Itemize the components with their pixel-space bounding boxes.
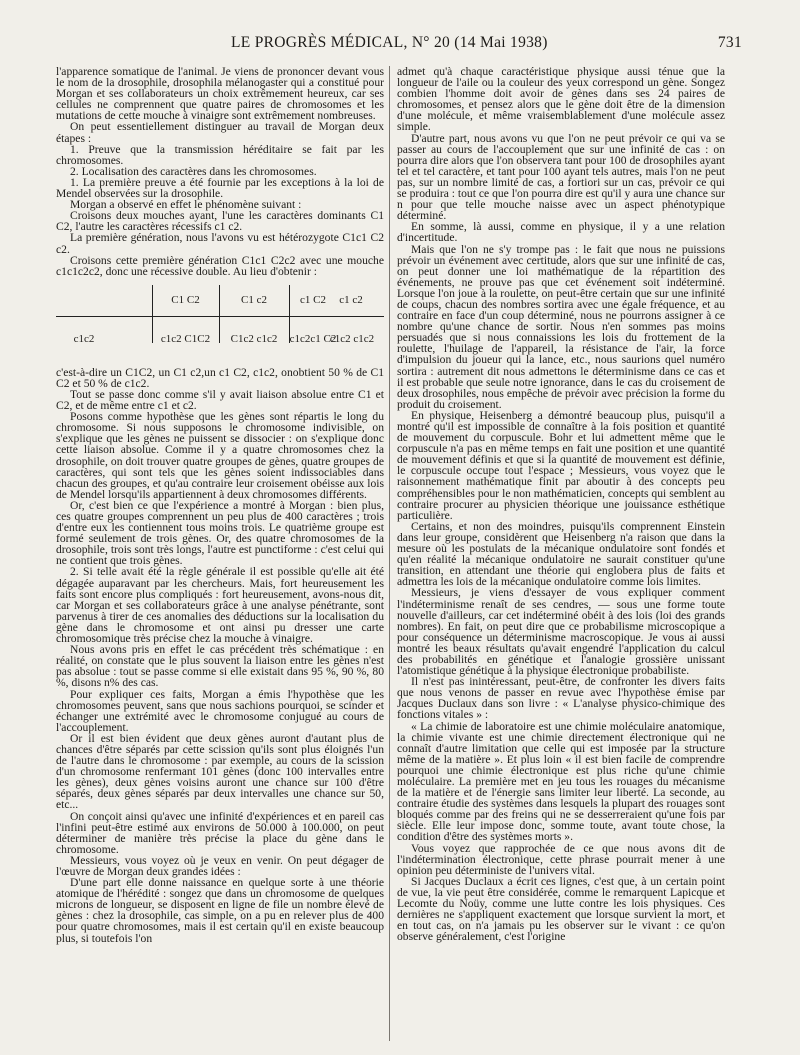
paragraph: Croisons cette première génération C1c1 C2c2 avec une mouche c1c1c2c2, donc une récessive double. Au lieu d'obtenir : [56, 253, 384, 278]
paragraph: Nous avons pris en effet le cas précédent très schématique : en réalité, on constate que le plus souvent la liaison entre les gènes n'est pas absolue : tout se passe comme si elle existait dans 95 %, 90 %, 80 %, disons n% des cas. [56, 643, 384, 690]
paragraph: Posons comme hypothèse que les gènes sont répartis le long du chromosome. Si nous supposons le chromosome indivisible, on s'explique que les gènes ne puissent se dissocier : on s'explique donc cette liaison absolue. Comme il y a quatre chromosomes chez la drosophile, on doit trouver quatre groupes de gènes, quatre groupes de caractères, qui sont tels que les gènes soient indissociables dans chacun des groupes, et qu'au contraire leur croisement obéisse aux lois de Mendel lorsqu'ils appartiennent à deux chromosomes différents. [56, 410, 384, 501]
paragraph: Mais que l'on ne s'y trompe pas : le fait que nous ne puissions prévoir un événement avec certitude, alors que sur une infinité de cas, on peut donner une loi mathématique de la répartition des événements, ne prouve pas que cet événement soit indéterminé. Lorsque l'on joue à la roulette, on peut-être certain que sur une infinité de coups, chacun des nombres sortira avec une égale fréquence, et au contraire en face d'un coup déterminé, nous ne pourrons assigner à ce nombre qu'une chance de sortir. Nous n'en sommes pas moins persuadés que si nous connaissions les lois du frottement de la roulette, l'huilage de l'appareil, la résistance de l'air, la force d'impulsion du joueur qui la lance, etc., nous saurions quel numéro sortira : autrement dit nous admettons le déterminisme dans ce cas et il est probable que seule notre ignorance, dans le cas du croisement de deux drosophiles, nous empêche de prévoir avec précision la forme du produit du croisement. [397, 242, 725, 411]
paragraph: On conçoit ainsi qu'avec une infinité d'expériences et en pareil cas l'infini peut-être estimé aux environs de 50.000 à 100.000, on peut déterminer de manière très précise la place du gène dans le chromosome. [56, 809, 384, 856]
paragraph: En physique, Heisenberg a démontré beaucoup plus, puisqu'il a montré qu'il est impossible de connaître à la fois position et quantité de mouvement du corpuscule. Bohr et lui admettent même que le corpuscule n'a pas en même temps en fait une position et une quantité de mouvement définis et que si la quantité de mouvement est définie, le corpuscule occupe tout l'espace ; Messieurs, vous voyez que le raisonnement mathématique finit par aboutir à des concepts peu compréhensibles pour le non mathématicien, concepts qui semblent au contraire procurer au physicien théorique une jouissance esthétique particulière. [397, 408, 725, 522]
right-column [397, 66, 725, 1041]
page-header [56, 34, 742, 56]
paragraph: 1. Preuve que la transmission héréditaire se fait par les chromosomes. [56, 142, 384, 167]
paragraph: Or, c'est bien ce que l'expérience a montré à Morgan : bien plus, ces quatre groupes comprennent un peu plus de 400 caractères ; trois d'entre eux les contiennent tous moins trois. Le quatrième groupe est formé seulement de trois gènes. Or, des quatre chromosomes de la drosophile, trois sont très longs, l'autre est punctiforme : c'est celui qui ne contient que trois gènes. [56, 498, 384, 568]
journal-title: LE PROGRÈS MÉDICAL, N° 20 (14 Mai 1938) [231, 34, 548, 51]
paragraph: En somme, là aussi, comme en physique, il y a une relation d'incertitude. [397, 220, 725, 245]
paragraph: 2. Si telle avait été la règle générale il est possible qu'elle ait été dégagée auparavant par les chercheurs. Mais, fort heureusement les faits sont encore plus compliqués : fort heureusement, avons-nous dit, car Morgan et ses collaborateurs grâce à une analyse pénétrante, sont parvenus à tirer de ces anomalies des déductions sur la localisation du gène dans le chromosome et ont ainsi pu dresser une carte chromosomique très précise chez la mouche à vinaigre. [56, 565, 384, 646]
paragraph: Messieurs, vous voyez où je veux en venir. On peut dégager de l'œuvre de Morgan deux grandes idées : [56, 853, 384, 878]
paragraph: D'autre part, nous avons vu que l'on ne peut prévoir ce qui va se passer au cours de l'accouplement que sur une infinité de cas : on pourra dire alors que l'on observera tant pour 100 de drosophiles ayant tel et tel caractère, et tant pour 100 ayant tels autres, mais l'on ne peut pas, sur un nombre limité de cas, a fortiori sur un cas, prévoir ce qui se produira : tout ce que l'on pourra dire est qu'il y aura une chance sur n pour que telle mouche naisse avec un aspect phénotypique déterminé. [397, 131, 725, 223]
paragraph: admet qu'à chaque caractéristique physique aussi ténue que la longueur de l'aile ou la couleur des yeux correspond un gène. Songez combien l'homme doit avoir de gènes dans ses 24 paires de chromosomes, et pensez alors que le gène doit être de la dimension d'une molécule, et même vraisemblablement d'une molécule assez simple. [397, 66, 725, 134]
paragraph: Il n'est pas inintéressant, peut-être, de confronter les divers faits que nous venons de passer en revue avec l'hypothèse émise par Jacques Duclaux dans son livre : « L'analyse physico-chimique des fonctions vitales » : [397, 675, 725, 722]
paragraph: 2. Localisation des caractères dans les chromosomes. [70, 164, 317, 178]
cross-table [56, 283, 384, 361]
table-row-label: c1c2 [73, 332, 95, 345]
table-cell: c1c2c1 C2 [289, 332, 337, 345]
table-rule [56, 316, 384, 317]
table-header-cell: c1 c2 [339, 293, 363, 306]
paragraph: Tout se passe donc comme s'il y avait liaison absolue entre C1 et C2, et de même entre c1 et c2. [56, 387, 384, 413]
left-column [56, 66, 384, 1041]
table-cell: c1c2 c1c2 [329, 332, 375, 345]
paragraph: Vous voyez que rapprochée de ce que nous avons dit de l'indétermination électronique, cette phrase pourrait mener à une opinion peu déterministe de l'univers vital. [397, 841, 725, 877]
table-cell: c1c2 C1C2 [160, 332, 211, 345]
paragraph: Or il est bien évident que deux gènes auront d'autant plus de chances d'être séparés par cette scission qu'ils sont plus éloignés l'un de l'autre dans le chromosome : par exemple, au cours de la scission d'un chromosome renfermant 101 gènes (donc 100 intervalles entre les gènes), deux gènes voisins auront une chance sur 100 d'être séparés, deux gènes séparés par deux intervalles une chance sur 50, etc... [56, 731, 384, 812]
paragraph: Messieurs, je viens d'essayer de vous expliquer comment l'indéterminisme renaît de ses cendres, — sous une forme toute nouvelle d'ailleurs, car cet indéterminé obéit à des lois (loi des grands nombres). En fait, on peut dire que ce probabilisme microscopique a pour conséquence un déterminisme macroscopique. Je vous ai aussi montré les beaux résultats qu'avait engendré l'application du calcul des probabilités en génétique et l'analogie grossière unissant l'atomistique génétique à la physique électronique probabiliste. [397, 586, 725, 678]
paragraph: « La chimie de laboratoire est une chimie moléculaire anatomique, la chimie vivante est une chimie directement électronique qui ne connaît d'autre limitation que celle qui est imposée par la structure même de la matière ». Et plus loin « il est bien facile de comprendre pourquoi une chimie électronique est plus riche qu'une chimie moléculaire. La première met en jeu tous les rouages du mécanisme de la matière et de l'énergie sans limiter leur liberté. La seconde, au contraire étudie des systèmes dans lesquels la plupart des rouages sont bloqués comme par des freins qui ne se desserreraient qu'une fois par siècle. Elle leur impose donc, somme toute, avant toute chose, la condition d'être des systèmes morts ». [397, 719, 725, 844]
paragraph: l'apparence somatique de l'animal. Je viens de prononcer devant vous le nom de la drosophile, drosophila mélanogaster qui a constitué pour Morgan et ses collaborateurs un choix extrêmement heureux, car ses cellules ne comprennent que quatre paires de chromosomes et les mutations de cette mouche à vinaigre sont extrêmement nombreuses. [56, 66, 384, 123]
paragraph: Certains, et non des moindres, puisqu'ils comprennent Einstein dans leur groupe, considèrent que Heisenberg n'a raison que dans la mesure où les postulats de la mécanique ondulatoire sont fondés et qu'en réalité la mécanique ondulatoire ne saurait constituer qu'une transition, en attendant une théorie qui englobera plus de faits et admettra les lois de la mécanique ondulatoire comme lois limites. [397, 519, 725, 589]
table-header-cell: C1 c2 [241, 293, 267, 306]
paragraph: Si Jacques Duclaux a écrit ces lignes, c'est que, à un certain point de vue, la vie peut être considérée, comme le remarquent Lapicque et Lecomte du Noüy, comme une lutte contre les lois physiques. Ces dernières ne s'appliquent exactement que lorsque survient la mort, et en tout cas, on n'a jamais pu les observer sur le vivant : ce qu'on observe généralement, c'est l'origine [397, 874, 725, 944]
table-header-cell: c1 C2 [300, 293, 326, 306]
page-number: 731 [717, 34, 742, 51]
paragraph: c'est-à-dire un C1C2, un C1 c2,un c1 C2, c1c2, onobtient 50 % de C1 C2 et 50 % de c1c2. [56, 365, 384, 390]
paragraph: Pour expliquer ces faits, Morgan a émis l'hypothèse que les chromosomes peuvent, sans que nous sachions pourquoi, se scinder et échanger une extrémité avec le chromosome conjugué au cours de l'accouplement. [56, 687, 384, 734]
paragraph: Morgan a observé en effet le phénomène suivant : [70, 198, 302, 212]
paragraph: Croisons deux mouches ayant, l'une les caractères dominants C1 C2, l'autre les caractères récessifs c1 c2. [56, 209, 384, 234]
paragraph: 1. La première preuve a été fournie par les exceptions à la loi de Mendel observées sur la drosophile. [56, 175, 384, 201]
paragraph: D'une part elle donne naissance en quelque sorte à une théorie atomique de l'hérédité : songez que dans un chromosome de quelques microns de longueur, se disposent en ligne de file un nombre élevé de gènes : chez la drosophile, cas simple, on a pu en relever plus de 400 pour quatre chromosomes, mais il est certain qu'il en existe beaucoup plus, si toutefois l'on [56, 876, 384, 945]
paragraph: La première génération, nous l'avons vu est hétérozygote C1c1 C2 c2. [56, 231, 384, 256]
paragraph: On peut essentiellement distinguer au travail de Morgan deux étapes : [56, 120, 384, 145]
table-cell: C1c2 c1c2 [230, 332, 278, 345]
table-header-cell: C1 C2 [171, 293, 200, 306]
column-divider [389, 66, 390, 1041]
